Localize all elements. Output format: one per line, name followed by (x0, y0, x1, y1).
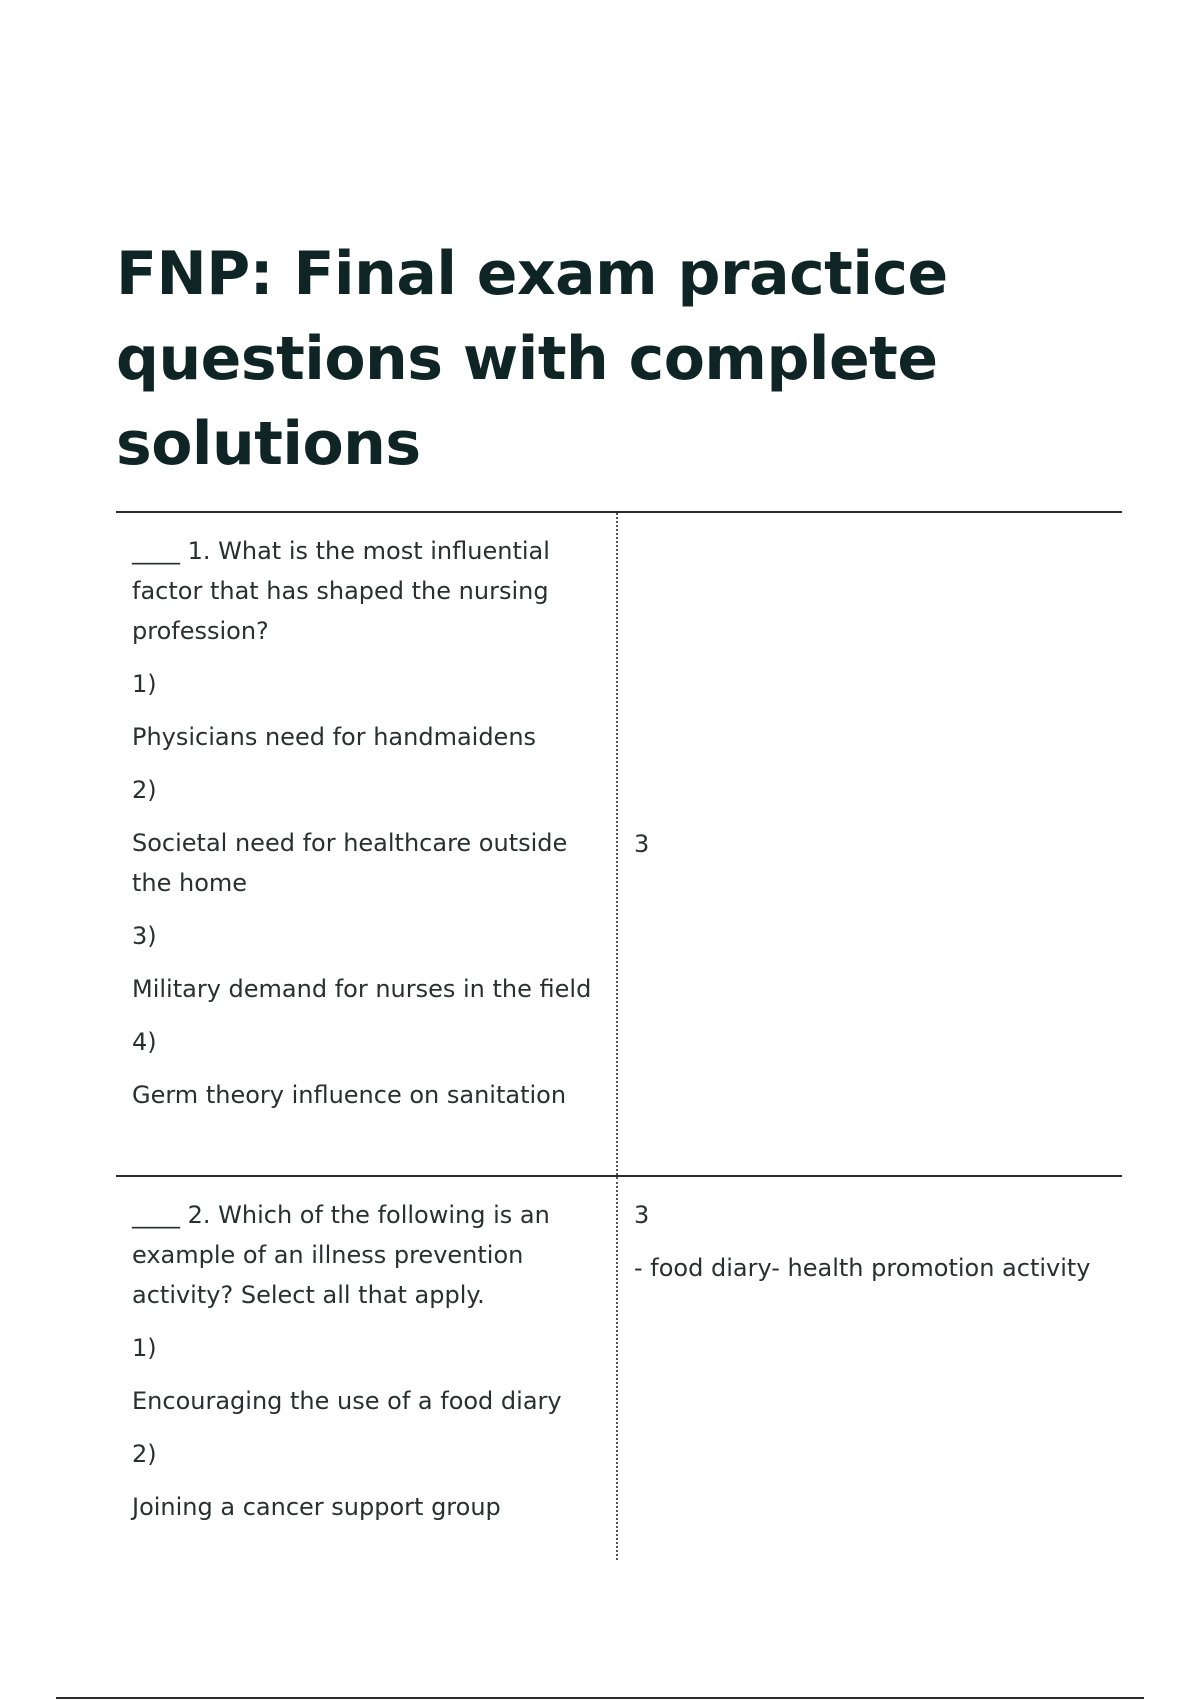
option-number: 2) (132, 776, 157, 804)
answer-value: 3 (634, 1201, 650, 1229)
option-number: 1) (132, 670, 157, 698)
qa-table (116, 511, 1122, 1560)
option-text: Military demand for nurses in the field (132, 975, 592, 1003)
option-number: 1) (132, 1334, 157, 1362)
answer-cell (618, 513, 1122, 1175)
option-text: Societal need for healthcare outside the home (132, 829, 568, 897)
option-number: 2) (132, 1440, 157, 1468)
option-text: Encouraging the use of a food diary (132, 1387, 562, 1415)
question-prompt: ____ 2. Which of the following is an example of an illness prevention activity? Select all that apply. (132, 1201, 550, 1309)
question-row-1 (116, 511, 1122, 1175)
question-cell (116, 1177, 618, 1560)
option-number: 3) (132, 922, 157, 950)
option-text: Joining a cancer support group (132, 1493, 501, 1521)
footer-divider (56, 1697, 1144, 1699)
answer-value: 3 (634, 830, 650, 858)
option-text: Germ theory influence on sanitation (132, 1081, 567, 1109)
document-title: FNP: Final exam practice questions with complete solutions (116, 239, 948, 479)
option-number: 4) (132, 1028, 157, 1056)
question-prompt: ____ 1. What is the most influential factor that has shaped the nursing profession? (132, 537, 550, 645)
answer-cell (618, 1177, 1122, 1560)
question-cell (116, 513, 618, 1175)
answer-explanation: - food diary- health promotion activity (634, 1254, 1091, 1282)
question-row-2 (116, 1175, 1122, 1560)
option-text: Physicians need for handmaidens (132, 723, 537, 751)
